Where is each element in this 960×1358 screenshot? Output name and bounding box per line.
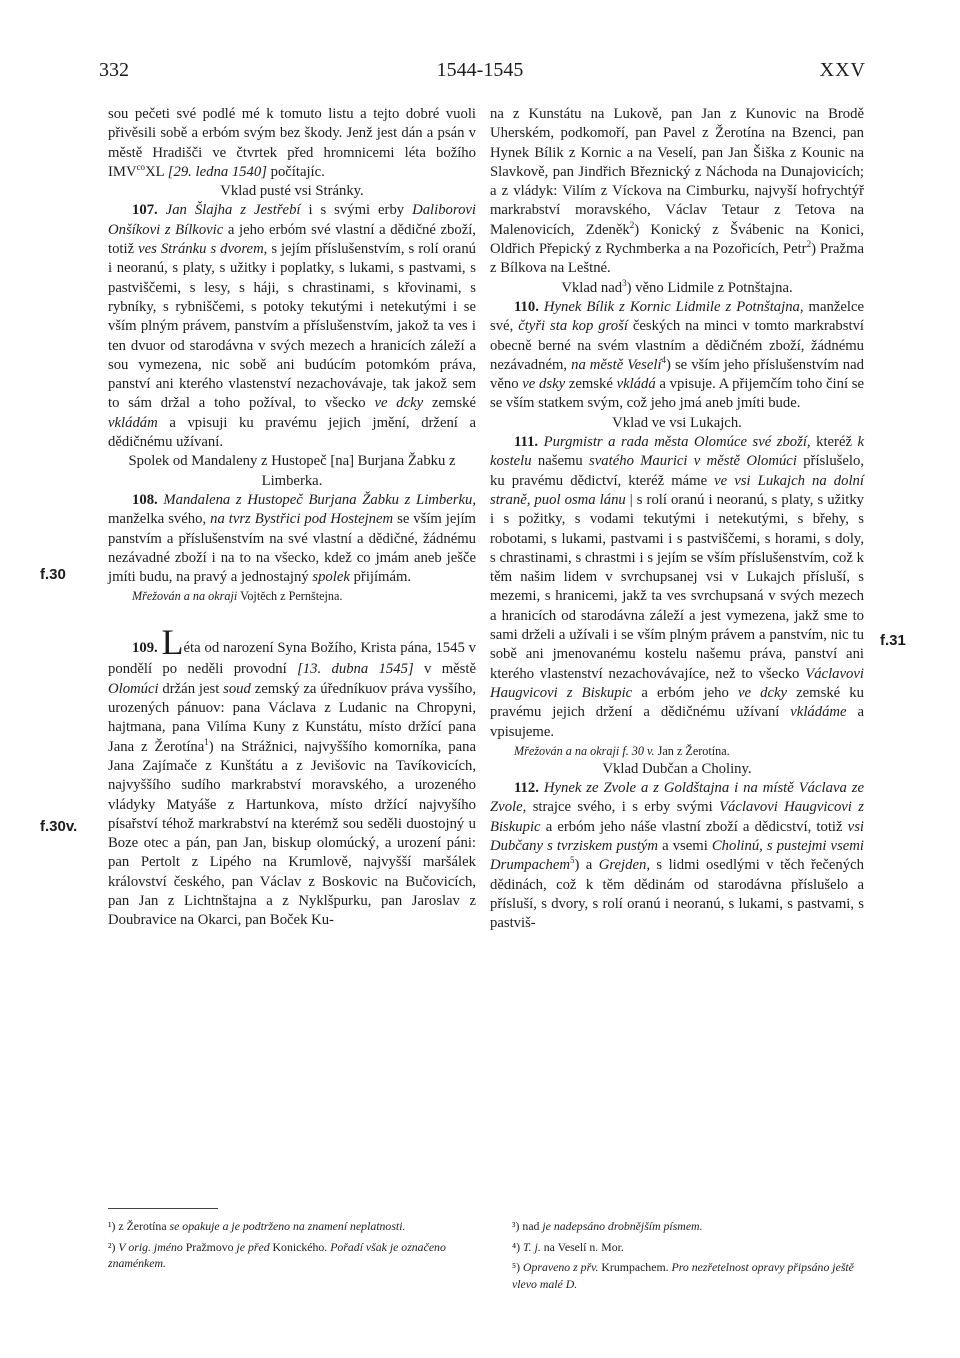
margin-folio-31: f.31 [880,632,906,649]
footnote-4: ⁴) T. j. na Veselí n. Mor. [512,1239,624,1254]
drop-cap: L [161,622,184,663]
page-number: 332 [99,59,129,81]
footnotes-left [108,1218,478,1276]
volume-number: XXV [819,59,866,81]
entry-112: 112. Hynek ze Zvole a z Goldštajna i na místě Václava ze Zvole, strajce svého, i s erby svými Václavovi Haugvicovi z Biskupic a erbóm jeho náše vlastní zboží a dědicství, totiž vsi Dubčany s tvrziskem pustým a vsemi Cholinú, s pustejmi vsemi Drumpachem$^5$) a Grejden, s lidmi osedlými v těch řečených dědinách, což k těm dědinám od starodávna příslušelo a přísluší, s dvory, s rolí oranú i neoranú, s lukami, s pastvami, s pastviš- [490,780,864,932]
footnotes-right [512,1218,864,1296]
right-column [490,105,864,933]
entry-110: 110. Hynek Bílik z Kornic Lidmile z Potnštajna, manželce své, čtyři sta kop groší českých na minci v tomto markrabství obecně berné na svém vlastním a dědičném zboží, žádnému nezávadném, na městě Veselí$^4$) se vším jeho příslušenstvím nad věno ve dsky zemské vkládá a vpisuje. A přijemčím toho činí se se vším statkem svým, což jeho jmá aneb jmíti bude. [490,298,865,412]
running-head-years: 1544-1545 [436,59,524,81]
entry-109-continuation: na z Kunstátu na Lukově, pan Jan z Kunovic na Brodě Uherském, podkomoří, pan Pavel z Žerotína na Bzenci, pan Hynek Bílik z Kornic a na Veselí, pan Jan Šiška z Kounic na Slavkově, pan Jindřich Březnický z Náchoda na Dunajovicích; a z vládyk: Vilím z Víckova na Cimburku, najvyší hofrychtýř markrabství moravského, Václav Tetaur z Tetova na Malenovicích, Zdeněk$^2$) Konický z Švábenic na Konici, Oldřich Přepický z Rychmberka a na Pozořicích, Petr$^2$) Pražma z Bílkova na Leštné. [490,106,864,277]
entry-110-heading: Vklad nad$^3$) věno Lidmile z Potnštajna. [561,277,793,296]
margin-folio-30v: f.30v. [40,818,78,835]
entry-107-heading: Vklad pusté vsi Stránky. [220,183,364,200]
footnote-5: ⁵) Opraveno z přv. Krumpachem. Pro nezřetelnost opravy připsáno ještě vlevo malé D. [512,1260,854,1291]
entry-107: 107. Jan Šlajha z Jestřebí i s svými erby Daliborovi Onšíkovi z Bílkovic a jeho erbóm své vlastní a dědičné zboží, totiž ves Stránku s dvorem, s jejím příslušenstvím, s rolí oranú i neoranú, s platy, s užitky i poplatky, s lukami, s pastvami, s pastviščemi, s lesy, s háji, s chrastinami, s křovinami, s rybníky, s rybniščemi, s potoky tekutými i netekutými i se vším plným právem, panstvím a příslušenstvím, jakož ta ves i ten dvuor od starodávna v svých mezech a hranicích záleží a sou vymezena, nic sobě ani budúcím potomkóm práva, panství ani kterého vlastenství nezachovávaje, tak jakož sem to sám držal a toho požíval, to všecko ve dcky zemské vkládám a vpisuji ku pravému jejich jmění, držení a dědičnému užívaní. [108,202,477,451]
entry-108: 108. Mandalena z Hustopeč Burjana Žabku z Limberku, manželka svého, na tvrz Bystřici pod Hostejnem se vším jejím panstvím a příslušenstvím na své vlastní a dědičné, žádnému nezávadné zboží i na to na všecko, kdež co jmám aneb ješče jmíti budu, na pravý a jednostajný spolek přijímám. [108,491,476,586]
entry-109: 109. Léta od narození Syna Božího, Krista pána, 1545 v pondělí po neděli provodní [13. dubna 1545] v městě Olomúci držán jest soud zemský za úředníkuov práva vysšího, urozených pánuov: pana Václava z Ludanic na Chropyni, hajtmana, pana Vilíma Kuny z Kunstátu, místo držící pana Jana z Žerotína$^1$) na Strážnici, najvyššího komorníka, pana Jana Zajímače z Kunštátu a z Jevišovic na Tavíkovicích, najvyššího sudího markrabství moravského, a urozeného vládyky Matyáše z Hartunkova, místo držící najvyšího písařství téhož markrabství na kterémž sou seděli duostojný u Boze otec a pán, pan Jan, biskup olomúcký, a urození páni: pan Pertolt z Lipého na Krumlově, najvyšší maršálek království českého, pan Václav z Boskovic na Bučovicích, pan Jan z Lichtnštajna a z Nyklšpurku, pan Jaroslav z Doubravice na Okarci, pan Boček Ku- [108,622,476,929]
footnote-2: ²) V orig. jméno Pražmovo je před Konického. Pořadí však je označeno znaménkem. [108,1239,446,1270]
entry-108-heading: Spolek od Mandaleny z Hustopeč [na] Burjana Žabku z Limberka. [128,453,456,489]
entry-111: 111. Purgmistr a rada města Olomúce své zboží, kteréž k kostelu našemu svatého Maurici v městě Olomúci příslušelo, ku pravému dědictví, kteréž máme ve vsi Lukajch na dolní straně, puol osma lánu | s rolí oranú i neoranú, s platy, s užitky i s požitky, s vodami tekutými i netekutými, s břehy, s robotami, s lukami, pastvami i s pastviščemi, s horami, s doly, s chrastinami, s chrastmi i s jejím se vším příslušenstvím, což k těm našim lidem v svrchupsanej vsi v Lukajch přísluší, s mezemi, s hranicemi, jakž ta ves svrchupsaná v svých mezech a hranicích od starodávna záleží a jest vymezena, jakž sme to sami drželi a užívali i se vším plným právem a panstvím, nic tu sobě ani jmenovanému kostelu našemu práva, panství ani kterého vlastenství nezachovávajíce, než to všecko Václavovi Haugvicovi z Biskupic a erbóm jeho ve dcky zemské ku pravému jejich držení a dědičnému užívaní vkládáme a vpisujeme. [490,434,865,740]
entry-112-heading: Vklad Dubčan a Choliny. [602,760,752,777]
paragraph-continuation: sou pečeti své podlé mé k tomuto listu a tejto dobré vuoli přivěsili sobě a erbóm svým bez škody. Jenž jest dán a psán v městě Hradišči ve čtvrtek před hromnicemi léta božího $IMV^{co}XL$ [29. ledna 1540] počítajíc. [108,106,476,180]
margin-folio-30: f.30 [40,566,66,583]
left-column [108,105,476,931]
entry-111-heading: Vklad ve vsi Lukajch. [612,414,742,431]
footnote-rule [108,1208,218,1209]
entry-108-note: Mřežován a na okraji Vojtěch z Pernštejna. [132,589,343,604]
footnote-1: ¹) z Žerotína se opakuje a je podtrženo na znamení neplatnosti. [108,1219,406,1233]
entry-111-note: Mřežován a na okraji f. 30 v. Jan z Žerotína. [514,743,730,758]
footnote-3: ³) nad je nadepsáno drobnějším písmem. [512,1219,703,1233]
